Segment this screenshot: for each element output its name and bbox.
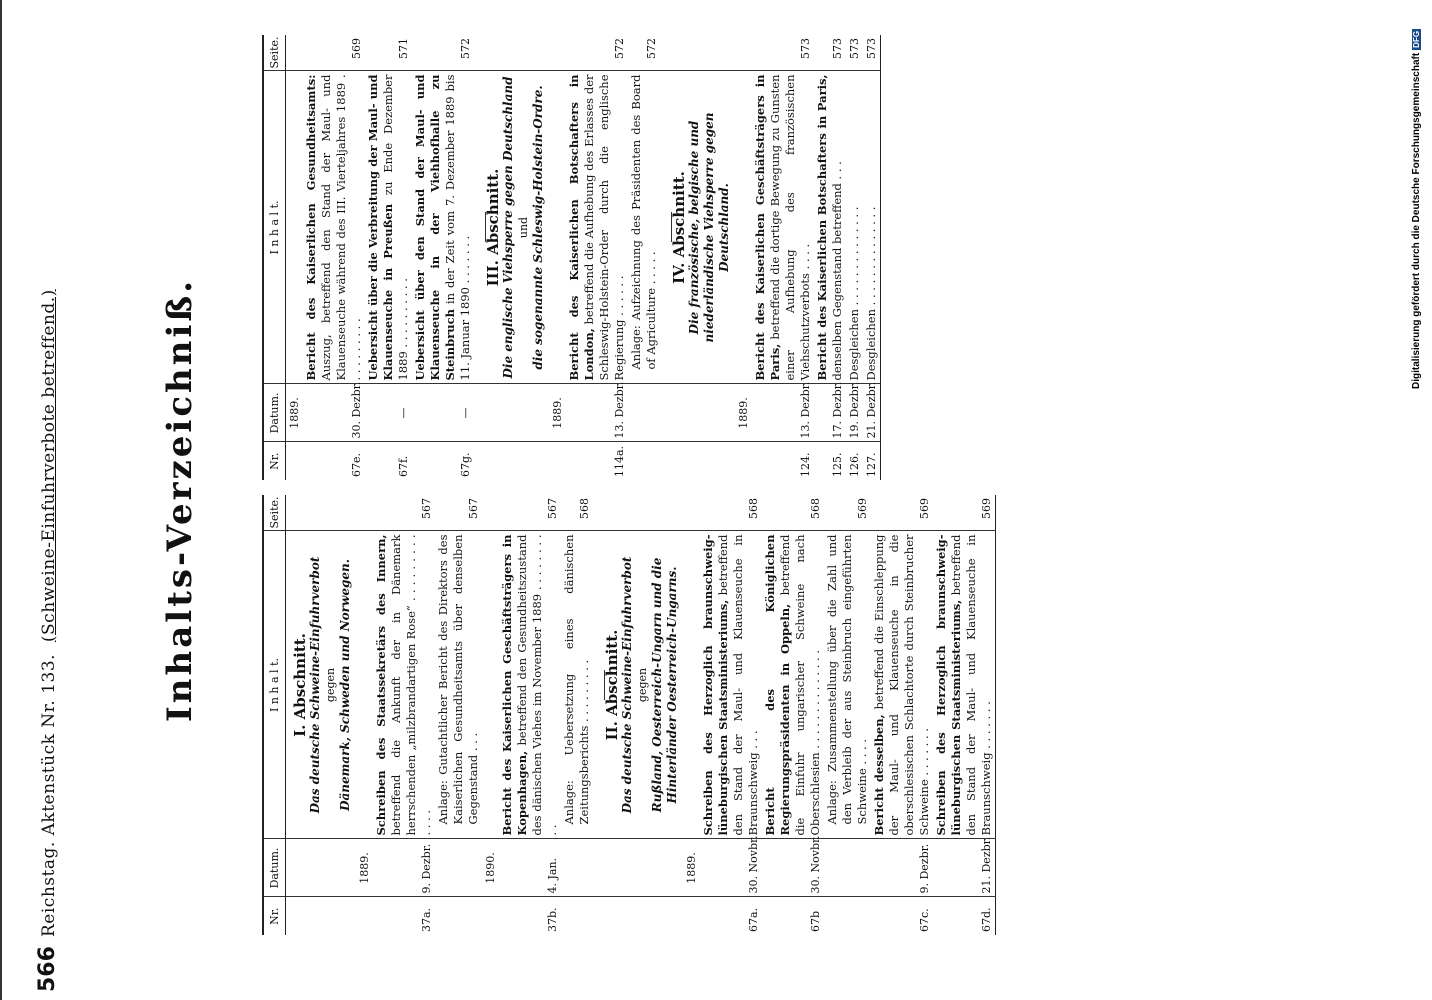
table-row	[373, 495, 435, 935]
entry-nr: 67d.	[980, 907, 993, 932]
entry-nr: 37a.	[420, 907, 433, 932]
entry-text: Schreiben des Herzoglich braunschweig-lüneburgischen Staatsministeriums, betreffend den Stand der Maul- und Klauenseuche in Braunschweig . . . . . . .	[933, 531, 996, 839]
col-datum: Datum.	[263, 384, 286, 442]
left-table	[262, 495, 996, 935]
entry-note: Anlage: Gutachtlicher Bericht des Direktors des Kaiserlichen Gesundheitsamts über denselben Gegenstand . . .	[435, 531, 482, 839]
table-row	[365, 35, 412, 480]
entry-nr: 67c.	[918, 908, 931, 932]
year-label: 1889.	[549, 384, 566, 442]
entry-nr: 125.	[831, 452, 844, 477]
entry-page: 567	[499, 495, 561, 531]
entry-page: 568	[762, 495, 824, 531]
table-row	[846, 35, 863, 480]
section-number: I. Abschnitt.	[291, 633, 309, 737]
entry-nr: 67e.	[350, 452, 363, 477]
entry-nr: 124.	[799, 452, 812, 477]
entry-nr: 67a.	[747, 907, 760, 932]
header-line	[39, 289, 59, 937]
entry-date: 19. Dezbr.	[846, 384, 863, 442]
running-header	[35, 32, 75, 992]
entry-nr: 67f.	[397, 455, 410, 477]
table-row	[561, 495, 593, 935]
entry-nr: 67b	[809, 910, 822, 932]
table-row	[628, 35, 660, 480]
table-row	[863, 35, 881, 480]
table-row	[435, 495, 482, 935]
entry-date: 9. Dezbr.	[871, 839, 933, 897]
entry-date: 4. Jan.	[499, 839, 561, 897]
section-heading	[287, 535, 355, 836]
entry-page: 572	[628, 35, 660, 71]
entry-page: 573	[863, 35, 881, 71]
entry-date: 13. Dezbr.	[752, 384, 814, 442]
entry-date: 30. Dezbr.	[303, 384, 365, 442]
entry-page: 569	[303, 35, 365, 71]
section-subtitle: die sogenannte Schleswig-Holstein-Ordre.	[531, 85, 545, 370]
section-gegen: gegen	[324, 667, 337, 703]
year-label: 1889.	[356, 839, 373, 897]
entry-text: Bericht des Kaiserlichen Geschäftsträgers in Paris, betreffend die dortige Bewegung zu Gunsten einer Aufhebung des französischen Viehschutzverbots . . . .	[752, 71, 814, 384]
col-nr: Nr.	[263, 442, 286, 480]
section-heading	[661, 75, 734, 381]
table-row	[499, 495, 561, 935]
funding-text: Digitalisierung gefördert durch die Deutsche Forschungsgemeinschaft	[1411, 52, 1422, 389]
entry-text: Schreiben des Staatssekretärs des Innern, betreffend die Ankunft der in Dänemark herrschenden „milzbrandartigen Rose“ . . . . . . . . . . . . .	[373, 531, 435, 839]
section-title: Die englische Viehsperre gegen Deutschland	[501, 76, 515, 379]
table-row	[303, 35, 365, 480]
left-column	[262, 495, 996, 935]
entry-page: 569	[871, 495, 933, 531]
table-header	[263, 35, 286, 480]
entry-text: Bericht des Kaiserlichen Gesundheitsamts: Auszug, betreffend den Stand der Maul- und Klauenseuche während des III. Vierteljahres 1889 . . . . . . . . . .	[303, 71, 365, 384]
entry-text: Bericht des Kaiserlichen Botschafters in Paris, denselben Gegenstand betreffend . . .	[814, 71, 846, 384]
entry-text: Bericht desselben, betreffend die Einschleppung der Maul- und Klauenseuche in die oberschlesischen Schlachtorte durch Steinbrucher Schweine . . . . . . .	[871, 531, 933, 839]
section-title: Das deutsche Schweine-Einfuhrverbot	[308, 556, 322, 814]
entry-text: Bericht des Kaiserlichen Botschafters in London, betreffend die Aufhebung des Erlasses der Schleswig-Holstein-Order durch die englische Regierung . . . . . .	[566, 71, 628, 384]
entry-page: 568	[561, 495, 593, 531]
section-countries: Dänemark, Schweden und Norwegen.	[338, 559, 352, 811]
table-row	[412, 35, 474, 480]
section-gegen: gegen	[636, 667, 649, 703]
entry-page: 573	[814, 35, 846, 71]
header-title: Reichstag. Aktenstück Nr. 133.	[39, 653, 59, 937]
entry-page: 573	[846, 35, 863, 71]
col-datum: Datum.	[263, 839, 286, 897]
section-und: und	[517, 216, 530, 239]
right-column	[262, 35, 881, 480]
entry-page: 569	[824, 495, 871, 531]
entry-note: Anlage: Uebersetzung eines dänischen Zeitungsberichts . . . . . . . . .	[561, 531, 593, 839]
entry-page: 572	[412, 35, 474, 71]
section-title: Das deutsche Schweine-Einfuhrverbot	[620, 556, 634, 814]
col-nr: Nr.	[263, 897, 286, 935]
section-number: IV. Abschnitt.	[670, 171, 688, 284]
section-number: III. Abschnitt.	[484, 168, 502, 287]
entry-note: Anlage: Zusammenstellung über die Zahl und den Verbleib der aus Steinbruch eingeführten Schweine . . . .	[824, 531, 871, 839]
year-label: 1890.	[482, 839, 499, 897]
entry-text: Uebersicht über den Stand der Maul- und Klauenseuche in der Viehhofhalle zu Steinbruch in der Zeit vom 7. Dezember 1889 bis 11. Januar 1890 . . . . . . .	[412, 71, 474, 384]
entry-page: 573	[752, 35, 814, 71]
entry-nr: 114a.	[613, 445, 626, 477]
entry-nr: 126.	[848, 452, 861, 477]
entry-page: 569	[933, 495, 996, 531]
page-title: Inhalts-Verzeichniß.	[160, 277, 200, 723]
entry-text: Uebersicht über die Verbreitung der Maul- und Klauenseuche in Preußen zu Ende Dezember 1889 . . . . . . . . . .	[365, 71, 412, 384]
table-row	[814, 35, 846, 480]
entry-date: 21. Dezbr.	[863, 384, 881, 442]
funding-note	[1411, 29, 1429, 389]
entry-text: Bericht des Königlichen Regierungspräsidenten in Oppeln, betreffend die Einfuhr ungarischer Schweine nach Oberschlesien . . . . . . . . . . . . . .	[762, 531, 824, 839]
entry-text: Desgleichen . . . . . . . . . . . . . .	[863, 71, 881, 384]
entry-note: Anlage: Aufzeichnung des Präsidenten des Board of Agriculture . . . . .	[628, 71, 660, 384]
entry-date: 30. Novbr.	[762, 839, 824, 897]
table-row	[824, 495, 871, 935]
entry-date: —	[365, 384, 412, 442]
table-row	[752, 35, 814, 480]
entry-text: Schreiben des Herzoglich braunschweig-lüneburgischen Staatsministeriums, betreffend den Stand der Maul- und Klauenseuche in Braunschweig . . .	[700, 531, 762, 839]
section-countries: Rußland, Oesterreich-Ungarn und die Hinterländer Oesterreich-Ungarns.	[650, 557, 679, 813]
year-label: 1889.	[683, 839, 700, 897]
entry-nr: 37b.	[546, 907, 559, 932]
entry-date: 13. Dezbr.	[566, 384, 628, 442]
entry-page: 571	[365, 35, 412, 71]
entry-date: 17. Dezbr.	[814, 384, 846, 442]
sidebar-credit	[1410, 0, 1432, 1000]
table-header	[263, 495, 286, 935]
table-row	[566, 35, 628, 480]
col-inhalt: I n h a l t.	[263, 531, 286, 839]
col-inhalt: I n h a l t.	[263, 71, 286, 384]
entry-page: 567	[435, 495, 482, 531]
entry-date: 21. Dezbr.	[933, 839, 996, 897]
table-row	[933, 495, 996, 935]
entry-text: Desgleichen . . . . . . . . . . . . . .	[846, 71, 863, 384]
table-row	[871, 495, 933, 935]
section-number: II. Abschnitt.	[603, 629, 621, 741]
col-seite: Seite.	[263, 35, 286, 71]
section-heading	[475, 75, 548, 381]
entry-page: 572	[566, 35, 628, 71]
section-heading	[594, 535, 682, 836]
col-seite: Seite.	[263, 495, 286, 531]
page-number: 566	[35, 946, 60, 992]
year-label: 1889.	[286, 384, 304, 442]
table-row	[762, 495, 824, 935]
entry-nr: 127.	[865, 452, 878, 477]
right-table	[262, 35, 881, 480]
section-title: Die französische, belgische und niederländische Viehsperre gegen Deutschland.	[687, 112, 731, 343]
entry-date: —	[412, 384, 474, 442]
entry-date: 30. Novbr.	[700, 839, 762, 897]
entry-page: 568	[700, 495, 762, 531]
entry-nr: 67g.	[459, 452, 472, 477]
year-label: 1889.	[735, 384, 752, 442]
header-subject: (Schweine-Einfuhrverbote betreffend.)	[39, 289, 59, 643]
table-row	[700, 495, 762, 935]
dfg-logo: DFG	[1412, 30, 1421, 48]
entry-text: Bericht des Kaiserlichen Geschäftsträgers in Kopenhagen, betreffend den Gesundheitszustand des dänischen Viehes im November 1889 . . . . . . . . . .	[499, 531, 561, 839]
entry-date: 9. Dezbr.	[373, 839, 435, 897]
entry-page: 567	[373, 495, 435, 531]
